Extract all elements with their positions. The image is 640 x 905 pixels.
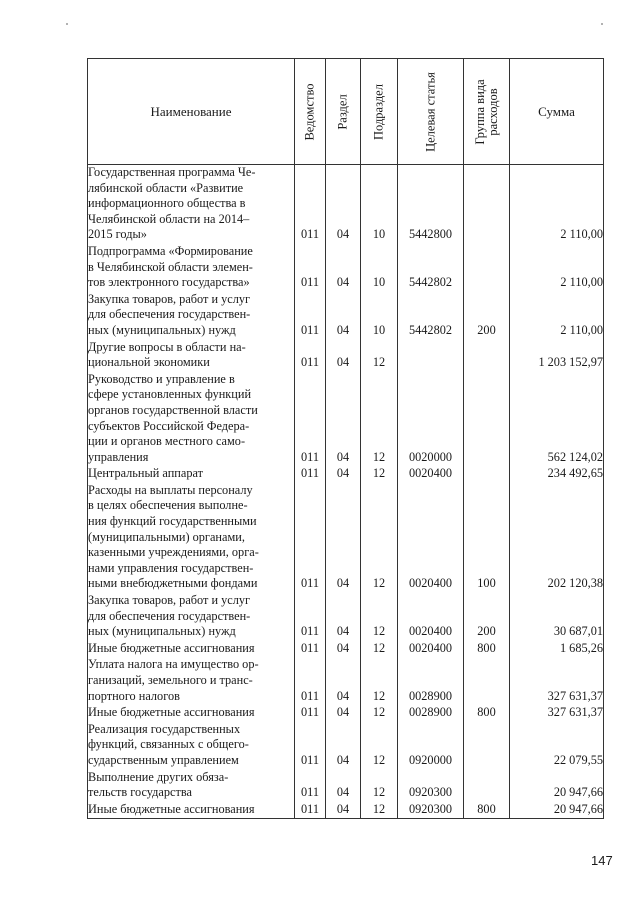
row-summa: 20 947,66 xyxy=(510,770,604,802)
row-summa: 562 124,02 xyxy=(510,372,604,467)
row-razdel: 04 xyxy=(326,244,361,292)
row-vedomstvo: 011 xyxy=(295,641,326,658)
row-vedomstvo: 011 xyxy=(295,722,326,770)
row-name-line: лябинской области «Развитие xyxy=(88,180,244,195)
row-name-line: Руководство и управление в xyxy=(88,371,235,386)
row-razdel: 04 xyxy=(326,292,361,340)
row-name xyxy=(88,641,295,658)
table-row xyxy=(88,593,604,641)
header-name: Наименование xyxy=(88,59,295,165)
row-gruppa: 800 xyxy=(464,705,510,722)
row-summa: 327 631,37 xyxy=(510,657,604,705)
row-vedomstvo: 011 xyxy=(295,770,326,802)
row-gruppa: 800 xyxy=(464,802,510,819)
row-name-line: для обеспечения государствен- xyxy=(88,307,251,322)
row-name-line: Реализация государственных xyxy=(88,721,241,736)
row-razdel: 04 xyxy=(326,641,361,658)
budget-table xyxy=(87,58,604,819)
row-name-line: Подпрограмма «Формирование xyxy=(88,243,253,258)
row-name-line: ных (муниципальных) нужд xyxy=(88,624,236,639)
row-name xyxy=(88,483,295,593)
row-gruppa xyxy=(464,165,510,244)
row-name-line: органов государственной власти xyxy=(88,402,258,417)
row-vedomstvo: 011 xyxy=(295,657,326,705)
row-name-line: 2015 годы» xyxy=(88,227,147,242)
row-celevaya-statya: 0020400 xyxy=(398,466,464,483)
row-razdel: 04 xyxy=(326,722,361,770)
row-razdel: 04 xyxy=(326,593,361,641)
row-gruppa xyxy=(464,244,510,292)
table-row xyxy=(88,641,604,658)
table-row xyxy=(88,165,604,244)
row-name-line: портного налогов xyxy=(88,688,180,703)
row-vedomstvo: 011 xyxy=(295,244,326,292)
row-name xyxy=(88,244,295,292)
row-celevaya-statya: 5442802 xyxy=(398,244,464,292)
row-name-line: Челябинской области на 2014– xyxy=(88,211,250,226)
row-name-line: в целях обеспечения выполне- xyxy=(88,498,248,513)
row-name-line: информационного общества в xyxy=(88,196,246,211)
row-celevaya-statya: 0020400 xyxy=(398,641,464,658)
row-razdel: 04 xyxy=(326,165,361,244)
scan-speck xyxy=(601,23,603,25)
row-name-line: ния функций государственными xyxy=(88,514,257,529)
row-podrazdel: 12 xyxy=(361,641,398,658)
row-razdel: 04 xyxy=(326,483,361,593)
row-name-line: тельств государства xyxy=(88,785,192,800)
row-summa: 1 203 152,97 xyxy=(510,340,604,372)
header-celevaya-statya: Целевая статья xyxy=(398,59,464,165)
row-celevaya-statya: 0920000 xyxy=(398,722,464,770)
row-razdel: 04 xyxy=(326,372,361,467)
row-podrazdel: 10 xyxy=(361,165,398,244)
row-name-line: функций, связанных с общего- xyxy=(88,737,249,752)
row-celevaya-statya: 5442800 xyxy=(398,165,464,244)
header-vedomstvo: Ведомство xyxy=(295,59,326,165)
row-name xyxy=(88,722,295,770)
row-gruppa xyxy=(464,466,510,483)
row-celevaya-statya: 5442802 xyxy=(398,292,464,340)
row-celevaya-statya: 0020400 xyxy=(398,593,464,641)
row-razdel: 04 xyxy=(326,802,361,819)
row-name-line: Центральный аппарат xyxy=(88,466,203,481)
row-name xyxy=(88,466,295,483)
row-gruppa xyxy=(464,657,510,705)
header-gruppa-vida-rashodov: Группа вида расходов xyxy=(464,59,510,165)
row-summa: 2 110,00 xyxy=(510,165,604,244)
row-summa: 202 120,38 xyxy=(510,483,604,593)
row-name-line: Иные бюджетные ассигнования xyxy=(88,705,255,720)
table-row xyxy=(88,802,604,819)
row-name-line: ции и органов местного само- xyxy=(88,434,246,449)
row-gruppa: 200 xyxy=(464,593,510,641)
row-name-line: Уплата налога на имущество ор- xyxy=(88,657,259,672)
row-vedomstvo: 011 xyxy=(295,372,326,467)
row-name-line: ными внебюджетными фондами xyxy=(88,576,258,591)
table-row xyxy=(88,372,604,467)
row-vedomstvo: 011 xyxy=(295,802,326,819)
row-name-line: Государственная программа Че- xyxy=(88,165,256,179)
table-row xyxy=(88,340,604,372)
scan-speck xyxy=(66,23,68,25)
row-name-line: Иные бюджетные ассигнования xyxy=(88,801,255,816)
row-name-line: (муниципальными) органами, xyxy=(88,529,245,544)
row-vedomstvo: 011 xyxy=(295,593,326,641)
row-podrazdel: 12 xyxy=(361,722,398,770)
row-vedomstvo: 011 xyxy=(295,340,326,372)
header-summa: Сумма xyxy=(510,59,604,165)
row-name-line: в Челябинской области элемен- xyxy=(88,259,253,274)
row-summa: 30 687,01 xyxy=(510,593,604,641)
row-name xyxy=(88,802,295,819)
table-row xyxy=(88,244,604,292)
row-podrazdel: 12 xyxy=(361,593,398,641)
row-razdel: 04 xyxy=(326,340,361,372)
row-name-line: тов электронного государства» xyxy=(88,275,250,290)
row-name-line: нами управления государствен- xyxy=(88,560,254,575)
row-vedomstvo: 011 xyxy=(295,483,326,593)
row-gruppa xyxy=(464,722,510,770)
row-name xyxy=(88,770,295,802)
row-podrazdel: 12 xyxy=(361,466,398,483)
row-razdel: 04 xyxy=(326,657,361,705)
row-name-line: субъектов Российской Федера- xyxy=(88,418,250,433)
row-summa: 20 947,66 xyxy=(510,802,604,819)
row-gruppa: 100 xyxy=(464,483,510,593)
row-name-line: управления xyxy=(88,449,149,464)
header-podrazdel: Подраздел xyxy=(361,59,398,165)
table-row xyxy=(88,722,604,770)
table-header-row xyxy=(88,59,604,165)
row-name-line: Расходы на выплаты персоналу xyxy=(88,482,253,497)
row-podrazdel: 10 xyxy=(361,244,398,292)
row-name xyxy=(88,292,295,340)
row-name-line: Закупка товаров, работ и услуг xyxy=(88,593,251,608)
row-vedomstvo: 011 xyxy=(295,466,326,483)
row-razdel: 04 xyxy=(326,705,361,722)
row-razdel: 04 xyxy=(326,770,361,802)
row-gruppa xyxy=(464,340,510,372)
row-gruppa xyxy=(464,770,510,802)
row-gruppa xyxy=(464,372,510,467)
row-name-line: сфере установленных функций xyxy=(88,387,252,402)
table-row xyxy=(88,657,604,705)
row-name-line: циональной экономики xyxy=(88,355,210,370)
row-vedomstvo: 011 xyxy=(295,292,326,340)
row-name-line: Другие вопросы в области на- xyxy=(88,339,246,354)
row-podrazdel: 12 xyxy=(361,657,398,705)
row-summa: 1 685,26 xyxy=(510,641,604,658)
row-name-line: ных (муниципальных) нужд xyxy=(88,322,236,337)
row-name xyxy=(88,593,295,641)
row-name xyxy=(88,340,295,372)
table-row xyxy=(88,705,604,722)
row-name xyxy=(88,705,295,722)
row-name-line: казенными учреждениями, орга- xyxy=(88,545,259,560)
row-name-line: Выполнение других обяза- xyxy=(88,769,229,784)
table-row xyxy=(88,292,604,340)
row-celevaya-statya: 0920300 xyxy=(398,770,464,802)
row-name-line: сударственным управлением xyxy=(88,752,239,767)
row-vedomstvo: 011 xyxy=(295,705,326,722)
row-name-line: Закупка товаров, работ и услуг xyxy=(88,291,251,306)
row-razdel: 04 xyxy=(326,466,361,483)
row-gruppa: 800 xyxy=(464,641,510,658)
row-name-line: для обеспечения государствен- xyxy=(88,608,251,623)
row-celevaya-statya: 0020400 xyxy=(398,483,464,593)
row-name xyxy=(88,165,295,244)
row-podrazdel: 12 xyxy=(361,340,398,372)
row-podrazdel: 12 xyxy=(361,372,398,467)
row-name xyxy=(88,657,295,705)
row-celevaya-statya: 0028900 xyxy=(398,657,464,705)
page-number: 147 xyxy=(591,853,613,868)
table-row xyxy=(88,770,604,802)
row-podrazdel: 12 xyxy=(361,483,398,593)
row-celevaya-statya: 0028900 xyxy=(398,705,464,722)
row-summa: 2 110,00 xyxy=(510,244,604,292)
row-name-line: Иные бюджетные ассигнования xyxy=(88,640,255,655)
table-row xyxy=(88,483,604,593)
row-gruppa: 200 xyxy=(464,292,510,340)
row-celevaya-statya: 0020000 xyxy=(398,372,464,467)
row-summa: 234 492,65 xyxy=(510,466,604,483)
row-name-line: ганизаций, земельного и транс- xyxy=(88,673,253,687)
row-summa: 22 079,55 xyxy=(510,722,604,770)
row-name xyxy=(88,372,295,467)
header-razdel: Раздел xyxy=(326,59,361,165)
row-celevaya-statya xyxy=(398,340,464,372)
row-podrazdel: 12 xyxy=(361,802,398,819)
row-podrazdel: 12 xyxy=(361,705,398,722)
row-podrazdel: 12 xyxy=(361,770,398,802)
row-vedomstvo: 011 xyxy=(295,165,326,244)
row-summa: 327 631,37 xyxy=(510,705,604,722)
table-row xyxy=(88,466,604,483)
row-podrazdel: 10 xyxy=(361,292,398,340)
row-summa: 2 110,00 xyxy=(510,292,604,340)
row-celevaya-statya: 0920300 xyxy=(398,802,464,819)
